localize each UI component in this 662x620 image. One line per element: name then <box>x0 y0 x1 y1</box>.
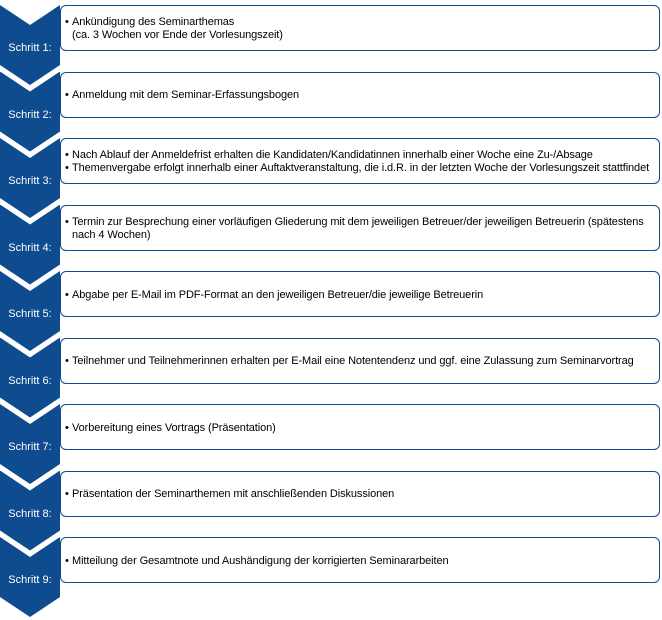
step-label: Schritt 5: <box>8 308 52 320</box>
step-item <box>65 289 653 302</box>
bullet-icon: • <box>65 288 69 301</box>
step-label: Schritt 2: <box>8 108 52 121</box>
bullet-icon: • <box>65 89 69 101</box>
step-item-text: Vorbereitung eines Vortrags (Präsentation) <box>72 421 276 434</box>
step-item <box>65 149 653 162</box>
step-item-text: Präsentation der Seminarthemen mit anschließenden Diskussionen <box>72 488 395 500</box>
bullet-icon: • <box>65 488 69 500</box>
bullet-icon: • <box>65 162 69 174</box>
step-item <box>65 355 653 368</box>
step-label: Schritt 9: <box>8 574 52 586</box>
bullet-icon: • <box>65 554 69 567</box>
step-item <box>65 555 653 568</box>
step-label: Schritt 1: <box>8 42 52 54</box>
bullet-icon: • <box>65 16 69 28</box>
step-item-text: Teilnehmer und Teilnehmerinnen erhalten per E-Mail eine Notentendenz und ggf. eine Zulassung zum Seminarvortrag <box>72 355 634 367</box>
step-item <box>65 216 653 242</box>
step-description-box <box>60 338 660 384</box>
step-label: Schritt 8: <box>8 507 52 520</box>
bullet-icon: • <box>65 149 69 161</box>
step-item-text: Termin zur Besprechung einer vorläufigen Gliederung mit dem jeweiligen Betreuer/der jeweiligen Betreuerin (spätestens nach 4 Wochen) <box>72 215 644 241</box>
step-item-text: Anmeldung mit dem Seminar-Erfassungsbogen <box>72 89 300 101</box>
step-item <box>65 89 653 102</box>
bullet-icon: • <box>65 215 69 228</box>
step-item-text: Nach Ablauf der Anmeldefrist erhalten die Kandidaten/Kandidatinnen innerhalb einer Woche eine Zu-/Absage <box>72 149 593 161</box>
step-description-box <box>60 404 660 450</box>
step-item <box>65 16 653 42</box>
bullet-icon: • <box>65 421 69 434</box>
step-label: Schritt 7: <box>8 441 52 453</box>
step-description-box <box>60 72 660 118</box>
step-item-text: Themenvergabe erfolgt innerhalb einer Auftaktveranstaltung, die i.d.R. in der letzten Woche der Vorlesungszeit stattfindet <box>72 162 650 174</box>
step-item <box>65 422 653 435</box>
step-description-box <box>60 471 660 517</box>
step-item <box>65 488 653 501</box>
step-item-text: Ankündigung des Seminarthemas (ca. 3 Wochen vor Ende der Vorlesungszeit) <box>72 16 283 41</box>
step-item <box>65 162 653 175</box>
bullet-icon: • <box>65 355 69 367</box>
process-step <box>0 537 662 617</box>
step-label: Schritt 3: <box>8 175 52 187</box>
step-label: Schritt 4: <box>8 241 52 254</box>
step-label: Schritt 6: <box>8 374 52 387</box>
step-description-box <box>60 271 660 317</box>
step-description-box <box>60 5 660 51</box>
step-description-box <box>60 205 660 251</box>
step-description-box <box>60 537 660 583</box>
step-item-text: Abgabe per E-Mail im PDF-Format an den jeweiligen Betreuer/die jeweilige Betreuerin <box>72 288 484 301</box>
step-item-text: Mitteilung der Gesamtnote und Aushändigung der korrigierten Seminararbeiten <box>72 554 449 567</box>
step-description-box <box>60 138 660 184</box>
